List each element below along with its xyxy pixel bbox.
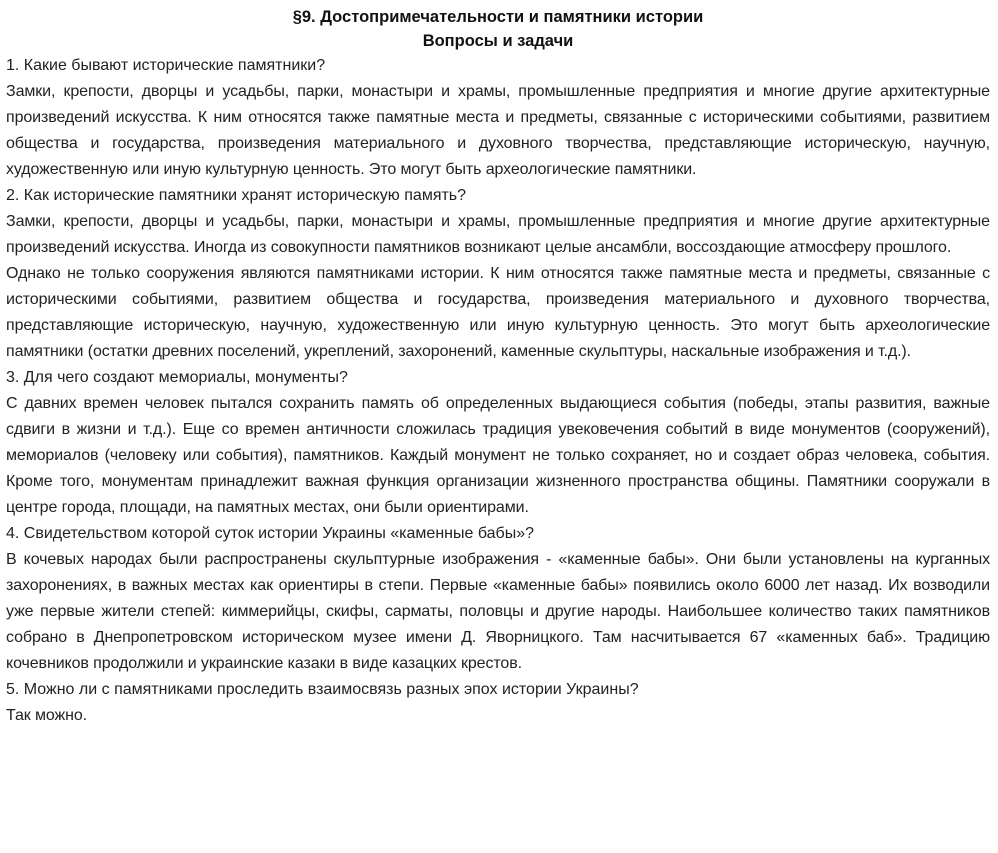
section-5 [6, 677, 990, 729]
answer: Замки, крепости, дворцы и усадьбы, парки, монастыри и храмы, промышленные предприятия и многие другие архитектурные произведений искусства. Иногда из совокупности памятников возникают целые ансамбли, воссоздающие атмосферу прошлого. [6, 213, 990, 256]
section-2 [6, 183, 990, 365]
question: 3. Для чего создают мемориалы, монументы? [6, 369, 348, 386]
page-title: §9. Достопримечательности и памятники истории [292, 8, 704, 26]
section-4 [6, 521, 990, 677]
question: 4. Свидетельством которой суток истории Украины «каменные бабы»? [6, 525, 534, 542]
page-subtitle: Вопросы и задачи [422, 32, 574, 50]
section-1 [6, 53, 990, 183]
answer: Так можно. [6, 707, 88, 724]
answer: С давних времен человек пытался сохранить память об определенных выдающиеся события (победы, этапы развития, важные сдвиги в жизни и т.д.). Еще со времен античности сложилась традиция увековечения событий в виде монументов (сооружений), мемориалов (человеку или события), памятников. Каждый монумент не только сохраняет, но и создает образ человека, события. Кроме того, монументам принадлежит важная функция организации жизненного пространства общины. Памятники сооружали в центре города, площади, на памятных местах, они были ориентирами. [6, 395, 990, 516]
answer: Замки, крепости, дворцы и усадьбы, парки, монастыри и храмы, промышленные предприятия и многие другие архитектурные произведений искусства. К ним относятся также памятные места и предметы, связанные с историческими событиями, развитием общества и государства, произведения материального и духовного творчества, представляющие историческую, научную, художественную или иную культурную ценность. Это могут быть археологические памятники. [6, 83, 990, 178]
question: 2. Как исторические памятники хранят историческую память? [6, 187, 467, 204]
question: 5. Можно ли с памятниками проследить взаимосвязь разных эпох истории Украины? [6, 681, 639, 698]
answer: Однако не только сооружения являются памятниками истории. К ним относятся также памятные места и предметы, связанные с историческими событиями, развитием общества и государства, произведения материального и духовного творчества, представляющие историческую, научную, художественную или иную культурную ценность. Это могут быть археологические памятники (остатки древних поселений, укреплений, захоронений, каменные скульптуры, наскальные изображения и т.д.). [6, 265, 990, 360]
section-3 [6, 365, 990, 521]
answer: В кочевых народах были распространены скульптурные изображения - «каменные бабы». Они были установлены на курганных захоронениях, в важных местах как ориентиры в степи. Первые «каменные бабы» появились около 6000 лет назад. Их возводили уже первые жители степей: киммерийцы, скифы, сарматы, половцы и другие народы. Наибольшее количество таких памятников собрано в Днепропетровском историческом музее имени Д. Яворницкого. Там насчитывается 67 «каменных баб». Традицию кочевников продолжили и украинские казаки в виде казацких крестов. [6, 551, 990, 672]
question: 1. Какие бывают исторические памятники? [6, 57, 326, 74]
